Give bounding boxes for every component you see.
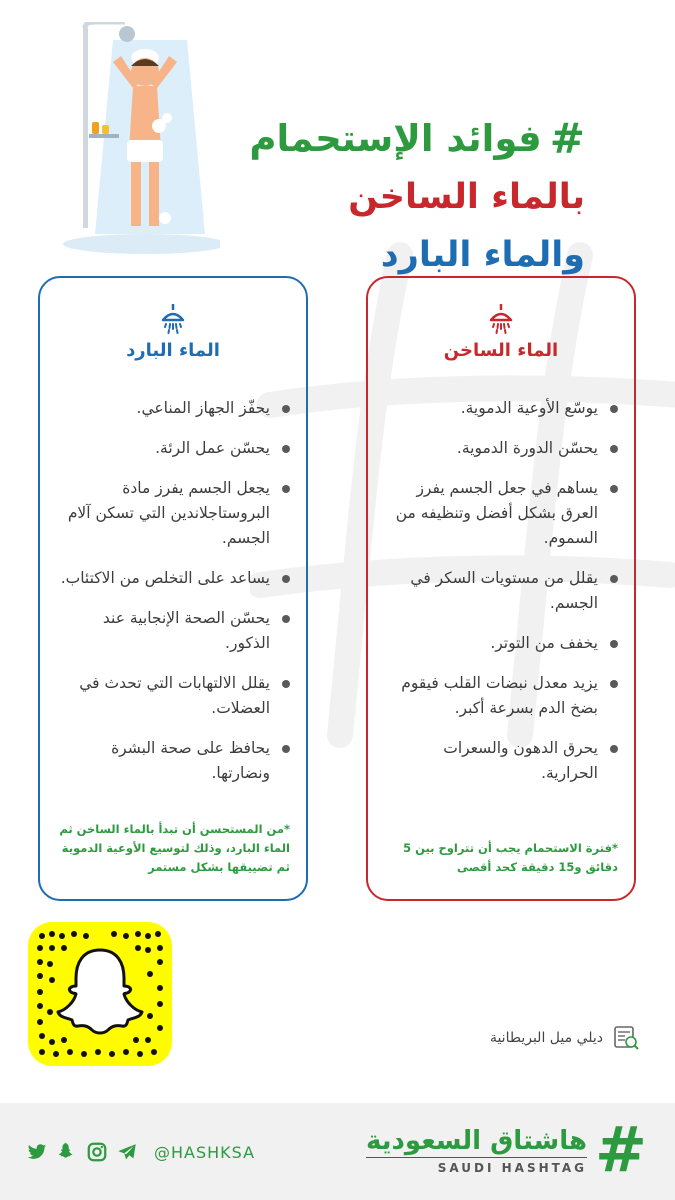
list-item: يحسّن الصحة الإنجابية عند الذكور. [54,606,292,656]
title-block [225,110,585,284]
hot-water-heading: الماء الساخن [443,340,559,361]
list-item: يوسّع الأوعية الدموية. [382,396,620,421]
social-handle[interactable]: @HASHKSA [154,1142,256,1162]
shower-head-icon [488,304,514,334]
cold-water-heading: الماء البارد [126,340,220,361]
social-links [26,1141,255,1163]
brand-name-arabic: هاشتاق السعودية [366,1125,588,1156]
cold-water-note: *من المستحسن أن تبدأ بالماء الساخن ثم الماء البارد، وذلك لتوسيع الأوعية الدموية ثم تضييقها بشكل مستمر [59,822,290,874]
list-item: يساهم في جعل الجسم يفرز العرق بشكل أفضل وتنظيفه من السموم. [382,476,620,551]
list-item: يخفف من التوتر. [382,631,620,656]
cold-water-benefits-list [54,396,292,801]
list-item: يقلل الالتهابات التي تحدث في العضلات. [54,671,292,721]
shower-illustration [55,22,220,257]
snapcode-dots [28,922,172,1066]
brand-logo [366,1113,647,1186]
hot-water-note: *فترة الاستحمام يجب أن تتراوح بين 5 دقائق و15 دقيقة كحد أقصى [403,841,618,874]
snapchat-icon[interactable] [56,1141,78,1163]
list-item: يحسّن عمل الرئة. [54,436,292,461]
title-main: فوائد الإستحمام [249,117,542,160]
hot-water-benefits-list [382,396,620,801]
twitter-icon[interactable] [26,1141,48,1163]
brand-hash-icon: # [595,1113,647,1186]
instagram-icon[interactable] [86,1141,108,1163]
hot-water-card [366,276,636,901]
title-line-1 [225,110,585,168]
list-item: يحسّن الدورة الدموية. [382,436,620,461]
shower-head-icon [160,304,186,334]
list-item: يجعل الجسم يفرز مادة البروستاجلاندين التي تسكن آلام الجسم. [54,476,292,551]
brand-name-english: SAUDI HASHTAG [366,1157,587,1176]
list-item: يحافظ على صحة البشرة ونضارتها. [54,736,292,786]
newspaper-icon [613,1025,639,1051]
list-item: يزيد معدل نبضات القلب فيقوم بضخ الدم بسرعة أكبر. [382,671,620,721]
list-item: يحرق الدهون والسعرات الحرارية. [382,736,620,786]
cold-water-card [38,276,308,901]
source-text: ديلي ميل البريطانية [489,1030,603,1046]
source-credit [490,1025,639,1051]
footer [0,1103,675,1200]
title-hot-water: بالماء الساخن [348,177,585,217]
title-hash-icon: # [549,114,585,163]
list-item: يقلل من مستويات السكر في الجسم. [382,566,620,616]
list-item: يحفّز الجهاز المناعي. [54,396,292,421]
title-cold-water: والماء البارد [380,235,585,275]
list-item: يساعد على التخلص من الاكتئاب. [54,566,292,591]
telegram-icon[interactable] [116,1141,138,1163]
snapcode[interactable] [28,922,172,1066]
brand-text [366,1125,587,1176]
